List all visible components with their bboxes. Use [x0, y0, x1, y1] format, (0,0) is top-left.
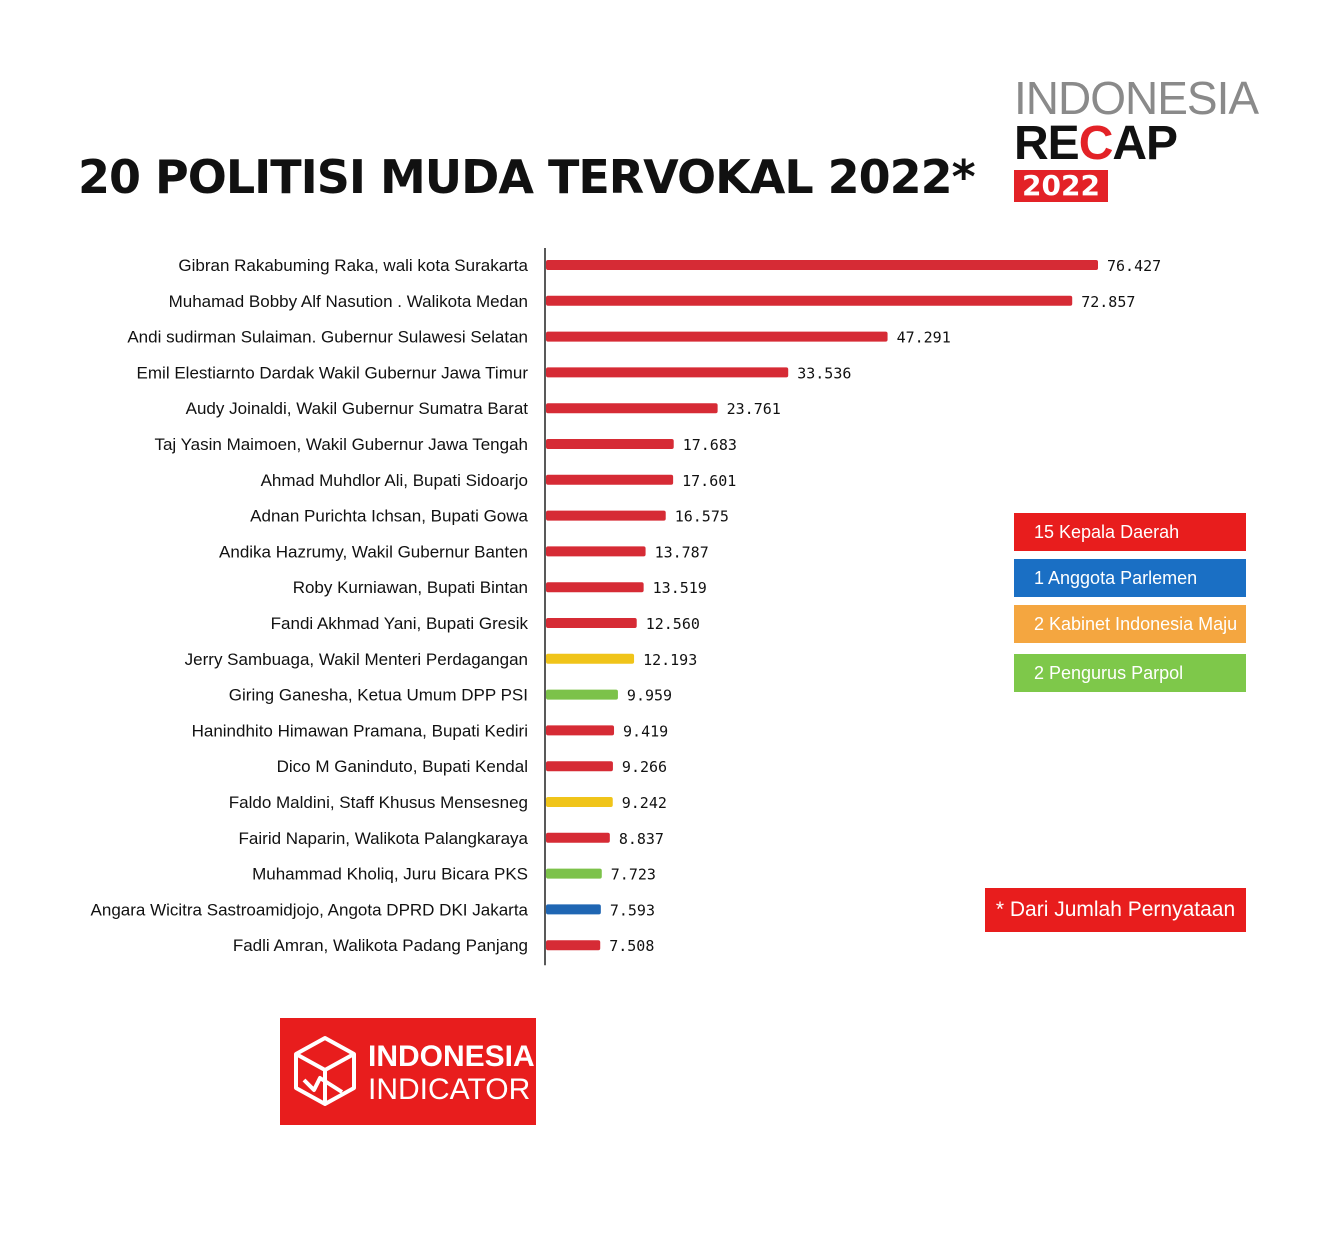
- category-label: Angara Wicitra Sastroamidjojo, Angota DPRD DKI Jakarta: [90, 900, 528, 920]
- category-label: Giring Ganesha, Ketua Umum DPP PSI: [228, 685, 528, 705]
- brand-line2-b: C: [1078, 117, 1113, 170]
- category-label: Fandi Akhmad Yani, Bupati Gresik: [270, 614, 528, 633]
- legend-item: 15 Kepala Daerah: [1014, 513, 1246, 551]
- bar: [546, 797, 613, 807]
- value-label: 16.575: [674, 507, 729, 526]
- bar: [546, 618, 637, 628]
- value-label: 13.519: [652, 579, 707, 598]
- value-label: 9.266: [621, 758, 668, 777]
- category-label: Andika Hazrumy, Wakil Gubernur Banten: [219, 542, 528, 562]
- bar: [546, 761, 613, 771]
- category-label: Audy Joinaldi, Wakil Gubernur Sumatra Barat: [185, 399, 528, 419]
- category-label: Faldo Maldini, Staff Khusus Mensesneg: [228, 793, 528, 812]
- bar: [546, 654, 634, 664]
- value-label: 13.787: [654, 543, 709, 562]
- category-label: Taj Yasin Maimoen, Wakil Gubernur Jawa Tengah: [154, 435, 528, 454]
- logo-line1: INDONESIA: [368, 1040, 535, 1073]
- bar: [546, 940, 600, 950]
- bar: [546, 296, 1072, 306]
- indonesia-recap-logo: [1014, 72, 1264, 202]
- category-label: Adnan Purichta Ichsan, Bupati Gowa: [250, 506, 528, 526]
- value-label: 17.683: [682, 436, 737, 454]
- bar: [546, 475, 673, 485]
- value-label: 33.536: [797, 364, 852, 383]
- brand-line2-c: AP: [1112, 117, 1178, 170]
- value-label: 7.593: [609, 901, 655, 920]
- category-label: Muhamad Bobby Alf Nasution . Walikota Medan: [168, 291, 528, 311]
- value-label: 23.761: [726, 400, 781, 419]
- logo-text: [368, 1040, 535, 1106]
- brand-year: 2022: [1014, 170, 1108, 202]
- value-label: 47.291: [896, 328, 951, 347]
- category-label: Hanindhito Himawan Pramana, Bupati Kediri: [191, 721, 528, 741]
- value-label: 72.857: [1081, 292, 1136, 311]
- category-label: Roby Kurniawan, Bupati Bintan: [292, 578, 528, 598]
- category-label: Gibran Rakabuming Raka, wali kota Surakarta: [178, 256, 528, 275]
- cube-icon: [290, 1034, 360, 1110]
- bar: [546, 260, 1098, 270]
- category-label: Muhammad Kholiq, Juru Bicara PKS: [252, 864, 528, 884]
- value-label: 76.427: [1107, 257, 1162, 275]
- category-label: Dico M Ganinduto, Bupati Kendal: [276, 757, 528, 777]
- value-label: 8.837: [618, 829, 664, 848]
- legend-item: 2 Kabinet Indonesia Maju: [1014, 605, 1246, 643]
- bar: [546, 582, 644, 592]
- bar: [546, 546, 646, 556]
- chart-title: 20 POLITISI MUDA TERVOKAL 2022*: [78, 150, 975, 204]
- brand-line1: INDONESIA: [1014, 72, 1259, 124]
- brand-line2-a: RE: [1014, 117, 1079, 170]
- value-label: 9.242: [621, 794, 667, 812]
- bar: [546, 332, 888, 342]
- value-label: 12.193: [643, 650, 698, 669]
- value-label: 7.508: [609, 937, 655, 956]
- category-label: Emil Elestiarnto Dardak Wakil Gubernur Jawa Timur: [136, 363, 528, 383]
- category-label: Jerry Sambuaga, Wakil Menteri Perdagangan: [184, 649, 528, 669]
- category-label: Fairid Naparin, Walikota Palangkaraya: [238, 828, 528, 848]
- bar: [546, 690, 618, 700]
- bar: [546, 869, 602, 879]
- legend-item: 1 Anggota Parlemen: [1014, 559, 1246, 597]
- logo-line2: INDICATOR: [368, 1073, 531, 1106]
- brand-line2: [1014, 117, 1264, 170]
- bar: [546, 367, 788, 377]
- legend-item: 2 Pengurus Parpol: [1014, 654, 1246, 692]
- bar: [546, 511, 666, 521]
- bar: [546, 403, 718, 413]
- bar: [546, 904, 601, 914]
- value-label: 17.601: [682, 471, 737, 490]
- value-label: 7.723: [610, 865, 656, 884]
- category-label: Ahmad Muhdlor Ali, Bupati Sidoarjo: [260, 470, 528, 490]
- value-label: 12.560: [645, 615, 700, 633]
- indonesia-indicator-logo: [280, 1018, 536, 1125]
- bar: [546, 439, 674, 449]
- category-label: Fadli Amran, Walikota Padang Panjang: [232, 936, 528, 956]
- footnote: * Dari Jumlah Pernyataan: [985, 888, 1246, 932]
- value-label: 9.959: [626, 686, 673, 705]
- value-label: 9.419: [623, 722, 669, 741]
- category-label: Andi sudirman Sulaiman. Gubernur Sulawesi Selatan: [127, 327, 528, 347]
- bar: [546, 833, 610, 843]
- bar: [546, 725, 614, 735]
